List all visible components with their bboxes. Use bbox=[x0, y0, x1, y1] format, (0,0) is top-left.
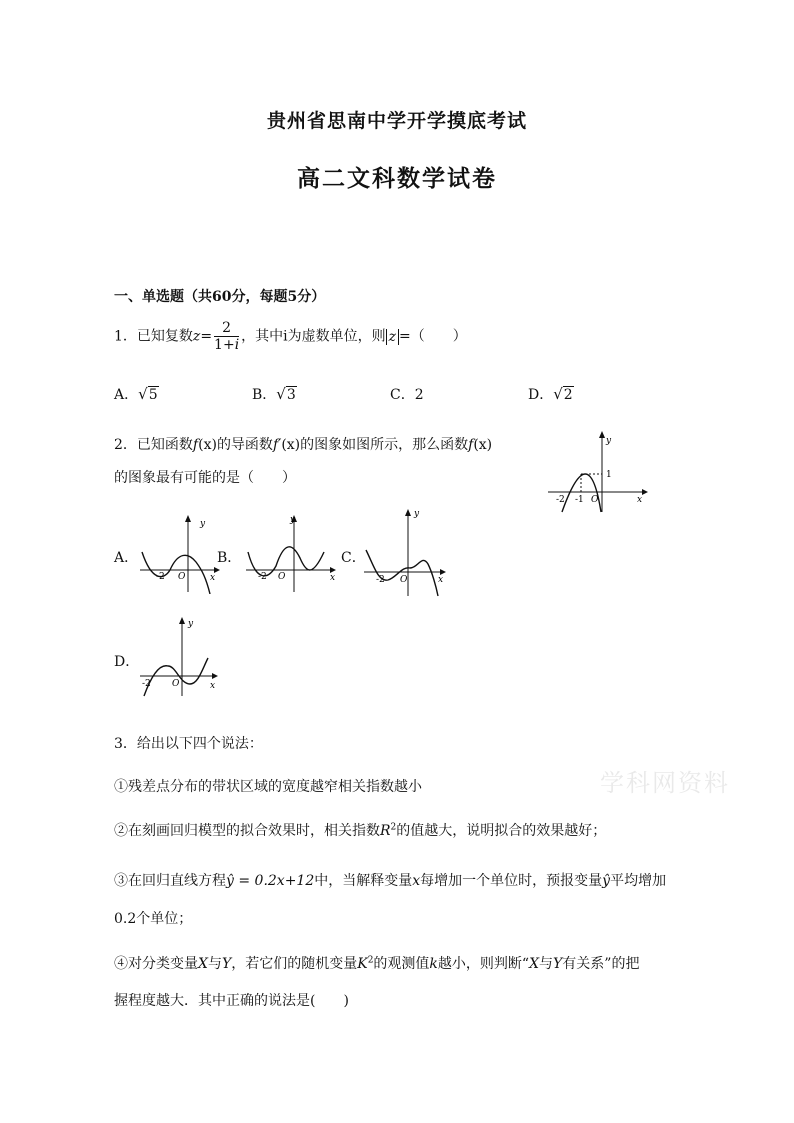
s4-yu: 与 bbox=[207, 956, 222, 972]
question-2-line-2: 的图象最有可能的是（ ） bbox=[114, 470, 296, 486]
q2-paren-x-2: (x) bbox=[281, 437, 301, 453]
s4-a: ④对分类变量 bbox=[114, 956, 198, 972]
school-title: 贵州省思南中学开学摸底考试 bbox=[266, 110, 527, 132]
d-y-arrow bbox=[179, 617, 185, 624]
q1-prefix: 1．已知复数 bbox=[114, 328, 193, 345]
c-neg2-label: -2 bbox=[376, 575, 385, 585]
c-origin-label: O bbox=[400, 575, 408, 585]
s4-K: K bbox=[357, 956, 368, 972]
c-y-label: y bbox=[414, 509, 420, 519]
section-heading: 一、单选题（共60分，每题5分） bbox=[114, 289, 326, 305]
q1-denominator bbox=[214, 337, 239, 353]
d-x-label: x bbox=[210, 681, 216, 691]
ref-neg1-label: -1 bbox=[575, 495, 584, 505]
s3-y: ŷ bbox=[602, 873, 611, 889]
q1-option-c-label: C． bbox=[390, 387, 415, 403]
q3-statement-1: ①残差点分布的带状区域的宽度越窄相关指数越小 bbox=[114, 779, 422, 795]
question-2-line-1 bbox=[114, 434, 492, 454]
derivative-graph bbox=[544, 430, 648, 514]
s4-Y: Y bbox=[221, 956, 232, 972]
d-curve bbox=[144, 658, 208, 696]
q1-mid: ，其中i为虚数单位，则 bbox=[241, 328, 386, 345]
ref-x-arrow bbox=[642, 489, 648, 495]
q1-option-d-label: D． bbox=[528, 387, 554, 403]
q1-option-b[interactable] bbox=[252, 384, 297, 404]
question-1 bbox=[114, 320, 467, 353]
q1-tail: =（ ） bbox=[399, 328, 467, 345]
s2-b: 的值越大，说明拟合的效果越好； bbox=[396, 823, 607, 839]
q1-abs-z: z bbox=[386, 329, 399, 345]
ref-neg2-label: -2 bbox=[556, 495, 565, 505]
q1-option-c[interactable] bbox=[390, 384, 424, 404]
q2-paren-x: (x) bbox=[198, 437, 217, 453]
b-y-label: y bbox=[290, 515, 296, 525]
s3-a: ③在回归直线方程 bbox=[114, 873, 226, 889]
ref-x-label: x bbox=[637, 495, 643, 505]
q2-option-c-label[interactable]: C． bbox=[341, 550, 366, 566]
d-x-arrow bbox=[212, 673, 218, 679]
question-3-intro: 3．给出以下四个说法： bbox=[114, 736, 263, 752]
q3-statement-3-line-2: 0.2个单位； bbox=[114, 911, 193, 927]
q2-text-a: 2．已知函数 bbox=[114, 437, 193, 453]
a-y-arrow bbox=[185, 515, 191, 522]
q1-den-text: 1+ bbox=[214, 337, 235, 353]
b-neg2-label: -2 bbox=[258, 572, 267, 582]
q2-option-b-label[interactable]: B． bbox=[217, 550, 242, 566]
q1-den-i: i bbox=[234, 337, 240, 353]
q1-numerator: 2 bbox=[214, 320, 239, 337]
q2-option-b-graph[interactable] bbox=[244, 512, 338, 594]
q2-option-d-label[interactable]: D． bbox=[114, 654, 140, 670]
q2-option-a-graph[interactable] bbox=[138, 512, 220, 594]
s4-d: 越小，则判断“ bbox=[437, 956, 530, 972]
s3-x: x bbox=[412, 873, 421, 889]
q1-option-b-value: √3 bbox=[276, 385, 296, 403]
q2-option-d-graph[interactable] bbox=[138, 614, 220, 698]
q2-f: f bbox=[192, 437, 199, 453]
q1-z: z bbox=[192, 328, 201, 345]
q2-text-b: 的导函数 bbox=[216, 437, 273, 453]
watermark: 学科网资料 bbox=[600, 769, 730, 797]
ref-origin-label: O bbox=[591, 495, 599, 505]
q1-option-d-value: √2 bbox=[553, 385, 573, 403]
c-x-label: x bbox=[438, 575, 444, 585]
s4-e: 有关系”的把 bbox=[562, 956, 640, 972]
q1-option-a[interactable] bbox=[114, 384, 159, 404]
s2-sup: 2 bbox=[390, 822, 397, 833]
d-y-label: y bbox=[188, 619, 194, 629]
c-curve bbox=[366, 550, 438, 596]
a-neg2-label: -2 bbox=[156, 572, 165, 582]
q1-eq: = bbox=[200, 328, 213, 345]
s3-d: 平均增加 bbox=[610, 873, 667, 889]
b-x-label: x bbox=[330, 573, 336, 583]
q3-statement-3 bbox=[114, 870, 666, 890]
q2-option-c-graph[interactable] bbox=[362, 506, 448, 598]
q3-statement-4-line-2: 握程度越大．其中正确的说法是( ) bbox=[114, 993, 349, 1009]
paper-title: 高二文科数学试卷 bbox=[297, 165, 497, 192]
s4-sup: 2 bbox=[367, 955, 374, 966]
d-origin-label: O bbox=[172, 679, 180, 689]
q3-statement-2 bbox=[114, 820, 606, 840]
s4-b: ，若它们的随机变量 bbox=[231, 956, 358, 972]
s3-c: 每增加一个单位时，预报变量 bbox=[420, 873, 603, 889]
s4-X: X bbox=[198, 956, 208, 972]
q2-option-a-label[interactable]: A． bbox=[114, 550, 139, 566]
q2-f-2: f bbox=[468, 437, 474, 453]
q1-option-b-label: B． bbox=[252, 387, 277, 403]
s4-yu2: 与 bbox=[539, 956, 554, 972]
ref-y-label: y bbox=[606, 436, 612, 446]
s4-c: 的观测值 bbox=[373, 956, 430, 972]
q1-fraction bbox=[214, 320, 239, 353]
d-neg2-label: -2 bbox=[142, 679, 151, 689]
ref-y-arrow bbox=[599, 431, 605, 438]
s2-a: ②在刻画回归模型的拟合效果时，相关指数 bbox=[114, 823, 380, 839]
a-y-label: y bbox=[200, 519, 206, 529]
c-y-arrow bbox=[405, 509, 411, 516]
s4-Y2: Y bbox=[553, 956, 563, 972]
b-origin-label: O bbox=[278, 572, 286, 582]
s2-R: R bbox=[380, 823, 391, 839]
s4-k: k bbox=[429, 956, 438, 972]
q1-option-a-label: A． bbox=[114, 387, 139, 403]
q2-text-c: 的图象如图所示，那么函数 bbox=[300, 437, 469, 453]
s4-X2: X bbox=[529, 956, 540, 972]
q2-paren-x-3: (x) bbox=[473, 437, 493, 453]
q1-option-c-value: 2 bbox=[414, 387, 424, 403]
q2-fprime: f′ bbox=[272, 437, 282, 453]
q1-option-a-value: √5 bbox=[138, 385, 158, 403]
a-x-label: x bbox=[210, 573, 216, 583]
q3-statement-4 bbox=[114, 953, 639, 973]
a-curve bbox=[142, 552, 210, 594]
a-origin-label: O bbox=[178, 572, 186, 582]
ref-one-label: 1 bbox=[606, 470, 612, 480]
q1-option-d[interactable] bbox=[528, 384, 574, 404]
s3-eq: ŷ = 0.2x+12 bbox=[226, 873, 315, 889]
s3-b: 中，当解释变量 bbox=[314, 873, 413, 889]
